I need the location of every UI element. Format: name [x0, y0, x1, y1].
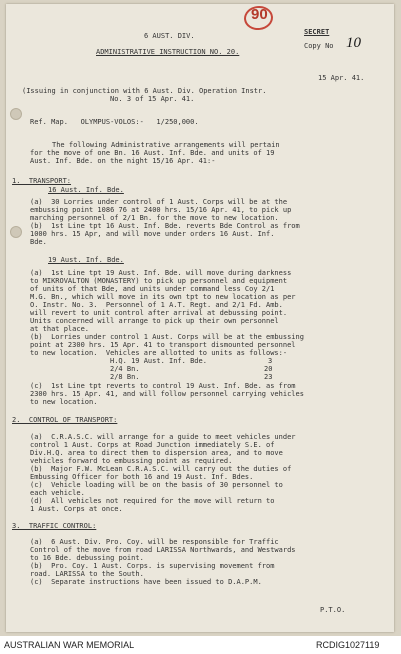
s3-line: (b) Pro. Coy. 1 Aust. Corps. is supervising movement from: [30, 562, 275, 570]
date: 15 Apr. 41.: [318, 74, 365, 82]
s1-line: (a) 1st Line tpt 19 Aust. Inf. Bde. will move during darkness: [30, 269, 292, 277]
allotment-count: 23: [264, 373, 273, 381]
division-title: 6 AUST. DIV.: [144, 32, 195, 40]
pto-marker: P.T.O.: [320, 606, 346, 614]
s1-line: 1000 hrs. 15 Apr, and will move under orders 16 Aust. Inf.: [30, 230, 275, 238]
section-2-title: 2. CONTROL OF TRANSPORT:: [12, 416, 118, 424]
s1-line: (b) Lorries under control 1 Aust. Corps will be at the embussing: [30, 333, 304, 341]
s3-line: to 16 Bde. debussing point.: [30, 554, 144, 562]
s2-line: (c) Vehicle loading will be on the basis of 30 personnel to: [30, 481, 283, 489]
s2-line: each vehicle.: [30, 489, 85, 497]
subheading-16-bde: 16 Aust. Inf. Bde.: [48, 186, 124, 194]
s1-line: Units concerned will arrange to pick up their own personnel: [30, 317, 279, 325]
s1-line: point at 2300 hrs. 15 Apr. 41 to transport dismounted personnel: [30, 341, 296, 349]
red-handwritten-number: 90: [251, 6, 268, 23]
s1-line: (a) 30 Lorries under control of 1 Aust. Corps will be at the: [30, 198, 288, 206]
s2-line: (d) All vehicles not required for the move will return to: [30, 497, 275, 505]
allotment-unit: 2/8 Bn.: [110, 373, 140, 381]
s1-line: to new location. Vehicles are allotted to units as follows:-: [30, 349, 288, 357]
issue-line-1: (Issuing in conjunction with 6 Aust. Div. Operation Instr.: [22, 87, 267, 95]
issue-line-2: No. 3 of 15 Apr. 41.: [110, 95, 195, 103]
copy-no-handwritten: 10: [346, 35, 361, 51]
s1-line: M.G. Bn., which will move in its own tpt to new location as per: [30, 293, 296, 301]
ref-map: Ref. Map. OLYMPUS-VOLOS:- 1/250,000.: [30, 118, 199, 126]
s1-line: embussing point 1086 76 at 2400 hrs. 15/16 Apr. 41, to pick up: [30, 206, 292, 214]
s1-line: O. Instr. No. 3. Personnel of 1 A.T. Regt. and 2/1 Fd. Amb.: [30, 301, 283, 309]
s3-line: road. LARISSA to the South.: [30, 570, 144, 578]
subheading-19-bde: 19 Aust. Inf. Bde.: [48, 256, 124, 264]
s1-line: Bde.: [30, 238, 47, 246]
s2-line: (a) C.R.A.S.C. will arrange for a guide to meet vehicles under: [30, 433, 296, 441]
document-title: ADMINISTRATIVE INSTRUCTION NO. 20.: [96, 48, 240, 56]
s3-line: Control of the move from road LARISSA Northwards, and Westwards: [30, 546, 296, 554]
s3-line: (c) Separate instructions have been issued to D.A.P.M.: [30, 578, 262, 586]
punch-hole: [10, 108, 22, 120]
s2-line: vehicles forward to embussing point as required.: [30, 457, 233, 465]
s1-line: at that place.: [30, 325, 90, 333]
copy-no-label: Copy No: [304, 42, 334, 50]
s2-line: Div.H.Q. area to direct them to dispersion area, and to move: [30, 449, 283, 457]
intro-line: The following Administrative arrangements will pertain: [52, 141, 280, 149]
footer-record-id: RCDIG1027119: [316, 640, 380, 650]
allotment-count: 20: [264, 365, 273, 373]
s1-line: to new location.: [30, 398, 98, 406]
allotment-unit: H.Q. 19 Aust. Inf. Bde.: [110, 357, 207, 365]
s2-line: (b) Major F.W. McLean C.R.A.S.C. will carry out the duties of: [30, 465, 292, 473]
s2-line: 1 Aust. Corps at once.: [30, 505, 123, 513]
s1-line: marching personnel of 2/1 Bn. for the move to new location.: [30, 214, 279, 222]
secret-stamp: SECRET: [304, 28, 330, 36]
s3-line: (a) 6 Aust. Div. Pro. Coy. will be responsible for Traffic: [30, 538, 279, 546]
footer-source: AUSTRALIAN WAR MEMORIAL: [4, 640, 135, 650]
intro-line: Aust. Inf. Bde. on the night 15/16 Apr. 41:-: [30, 157, 216, 165]
s1-line: will revert to unit control after arrival at debussing point.: [30, 309, 288, 317]
s1-line: 2300 hrs. 15 Apr. 41, and will follow personnel carrying vehicles: [30, 390, 304, 398]
section-1-title: 1. TRANSPORT:: [12, 177, 72, 185]
s1-line: (b) 1st Line tpt 16 Aust. Inf. Bde. reverts Bde Control as from: [30, 222, 300, 230]
allotment-count: 3: [268, 357, 273, 365]
s1-line: of units of that Bde, and units under command less Coy 2/1: [30, 285, 275, 293]
punch-hole: [10, 226, 22, 238]
s1-line: (c) 1st Line tpt reverts to control 19 Aust. Inf. Bde. as from: [30, 382, 296, 390]
intro-line: for the move of one Bn. 16 Aust. Inf. Bde. and units of 19: [30, 149, 275, 157]
s1-line: to MIKROVALTON (MONASTERY) to pick up personnel and equipment: [30, 277, 288, 285]
section-3-title: 3. TRAFFIC CONTROL:: [12, 522, 97, 530]
archive-footer: [0, 636, 401, 654]
s2-line: Embussing Officer for both 16 and 19 Aust. Inf. Bdes.: [30, 473, 254, 481]
allotment-unit: 2/4 Bn.: [110, 365, 140, 373]
s2-line: control 1 Aust. Corps at Road Junction immediately S.E. of: [30, 441, 275, 449]
